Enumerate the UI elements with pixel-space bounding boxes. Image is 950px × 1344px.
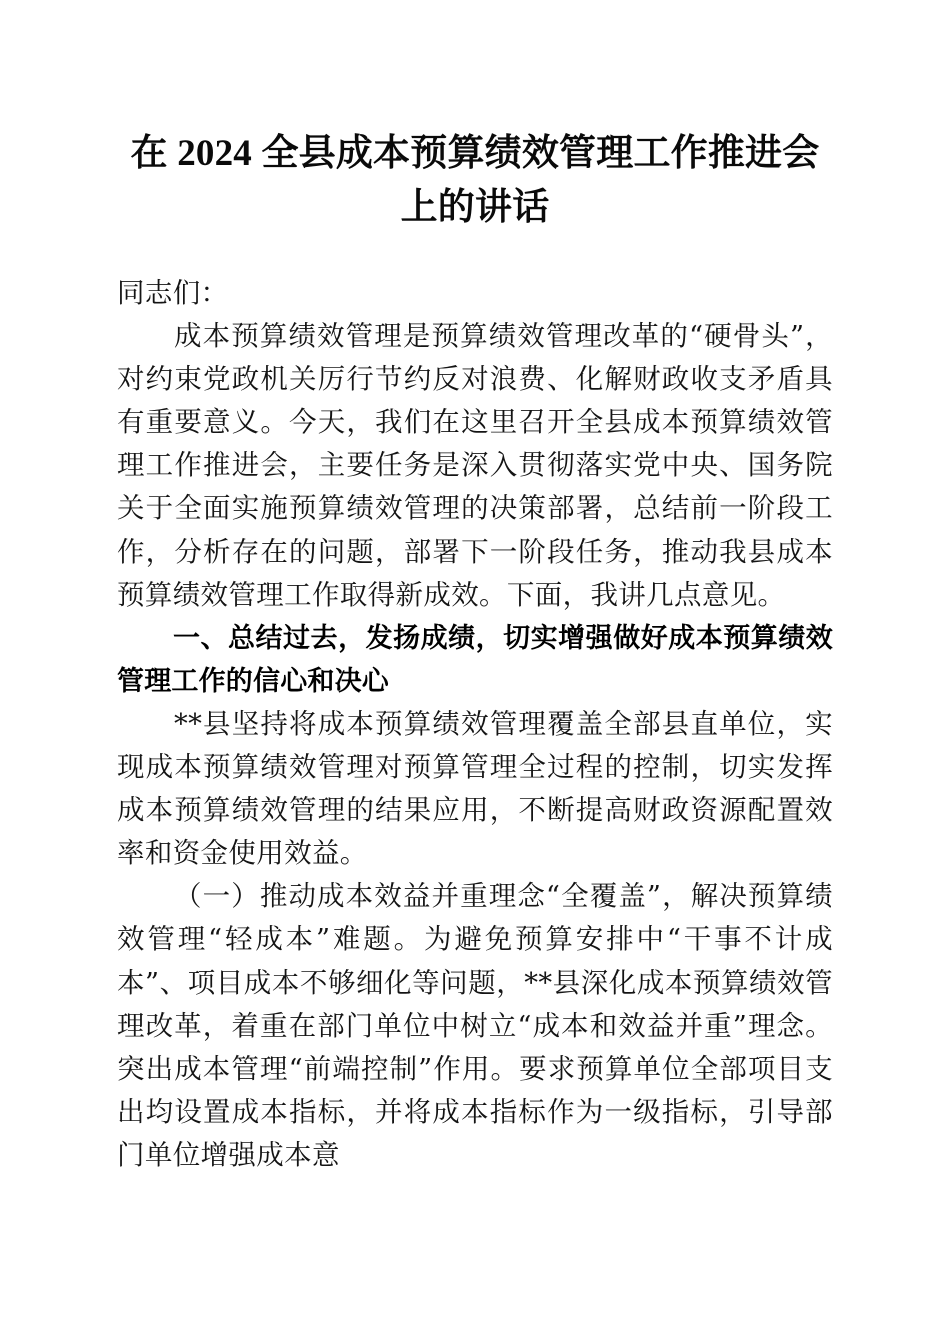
section-heading-1: 一、总结过去，发扬成绩，切实增强做好成本预算绩效管理工作的信心和决心 — [117, 622, 833, 696]
salutation: 同志们： — [117, 277, 229, 309]
paragraph-section-1-intro: **县坚持将成本预算绩效管理覆盖全部县直单位，实现成本预算绩效管理对预算管理全过程的控制，切实发挥成本预算绩效管理的结果应用，不断提高财政资源配置效率和资金使用效益。 — [117, 707, 833, 870]
paragraph-opening: 成本预算绩效管理是预算绩效管理改革的“硬骨头”，对约束党政机关厉行节约反对浪费、化解财政收支矛盾具有重要意义。今天，我们在这里召开全县成本预算绩效管理工作推进会，主要任务是深入贯彻落实党中央、国务院关于全面实施预算绩效管理的决策部署，总结前一阶段工作，分析存在的问题，部署下一阶段任务，推动我县成本预算绩效管理工作取得新成效。下面，我讲几点意见。 — [117, 320, 833, 611]
document-title: 在 2024 全县成本预算绩效管理工作推进会上的讲话 — [130, 133, 820, 228]
paragraph-item-1: （一）推动成本效益并重理念“全覆盖”，解决预算绩效管理“轻成本”难题。为避免预算安排中“干事不计成本”、项目成本不够细化等问题，**县深化成本预算绩效管理改革，着重在部门单位中树立“成本和效益并重”理念。突出成本管理“前端控制”作用。要求预算单位全部项目支出均设置成本指标，并将成本指标作为一级指标，引导部门单位增强成本意 — [117, 880, 833, 1171]
document-body — [117, 272, 833, 1177]
